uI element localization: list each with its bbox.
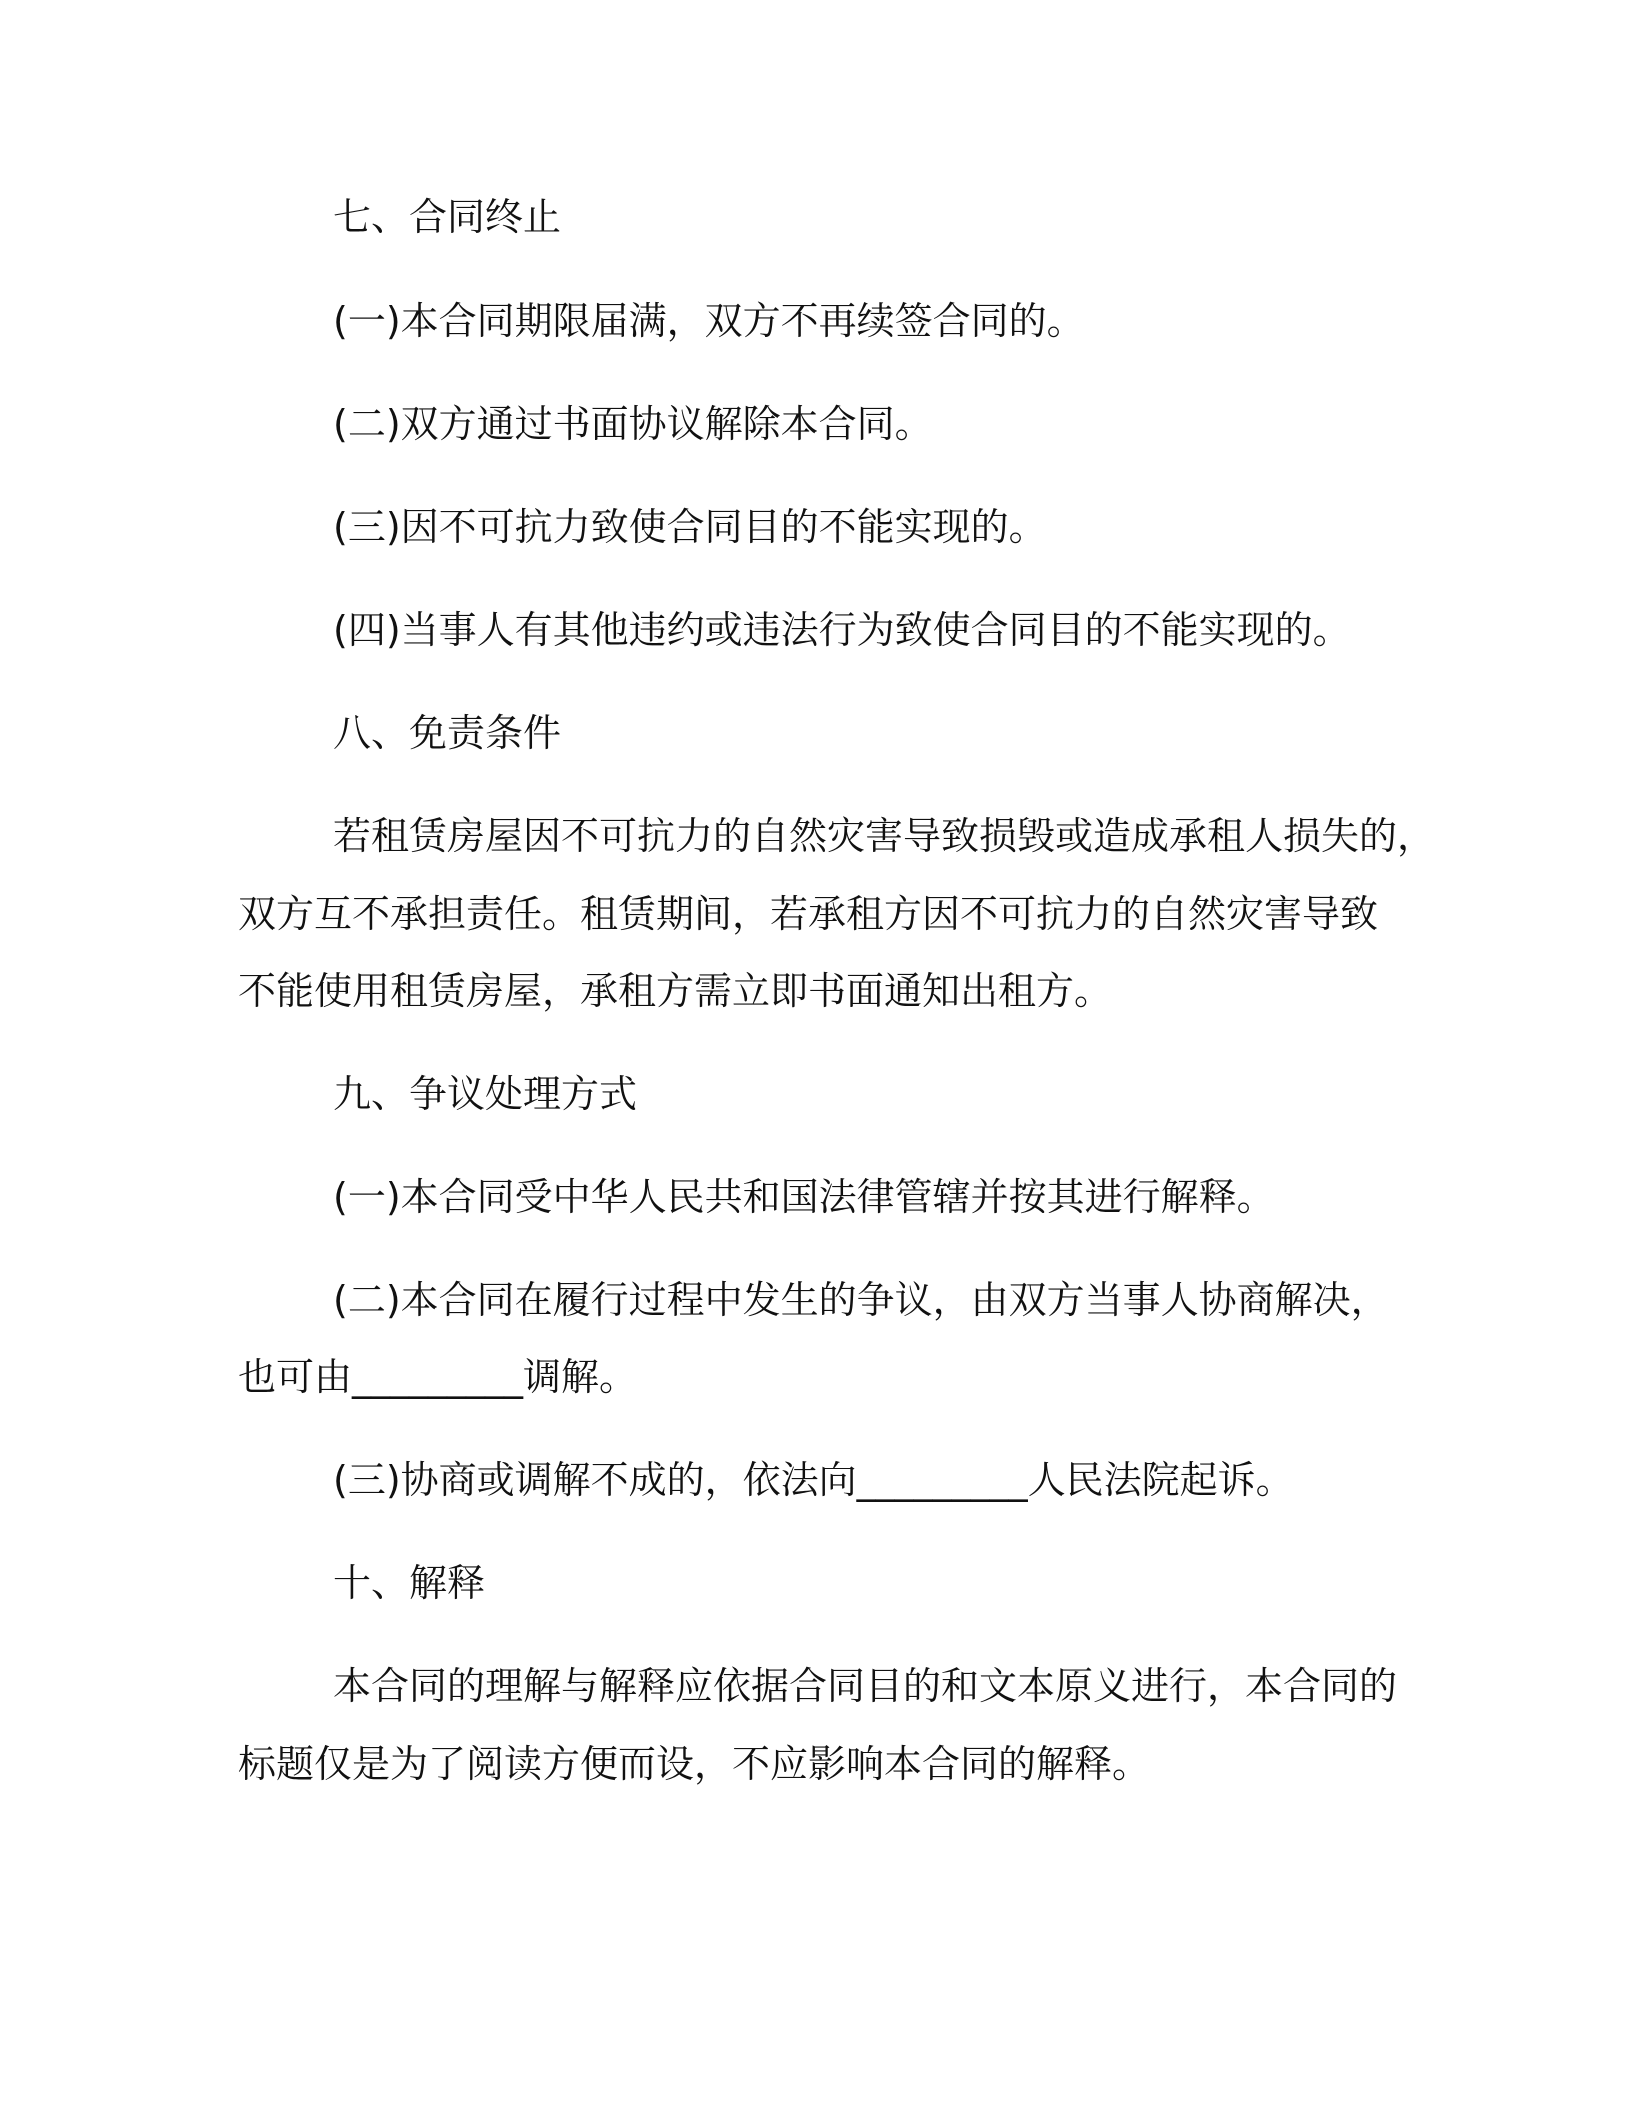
section-9-item-3: (三)协商或调解不成的，依法向_________人民法院起诉。 <box>333 1458 1294 1502</box>
section-9-item-2-line-2: 也可由_________调解。 <box>238 1355 638 1399</box>
section-7-item-4: (四)当事人有其他违约或违法行为致使合同目的不能实现的。 <box>333 608 1351 652</box>
section-10-heading: 十、解释 <box>333 1561 486 1605</box>
section-7-heading: 七、合同终止 <box>333 195 562 239</box>
section-7-item-1: (一)本合同期限届满，双方不再续签合同的。 <box>333 299 1085 343</box>
section-7-item-3: (三)因不可抗力致使合同目的不能实现的。 <box>333 505 1047 549</box>
section-7-item-2: (二)双方通过书面协议解除本合同。 <box>333 402 933 446</box>
section-10-para-line-1: 本合同的理解与解释应依据合同目的和文本原义进行，本合同的 <box>333 1664 1398 1708</box>
section-8-heading: 八、免责条件 <box>333 711 562 755</box>
section-10-para-line-2: 标题仅是为了阅读方便而设，不应影响本合同的解释。 <box>238 1742 1151 1786</box>
section-8-para-line-1: 若租赁房屋因不可抗力的自然灾害导致损毁或造成承租人损失的， <box>333 814 1436 858</box>
section-8-para-line-2: 双方互不承担责任。租赁期间，若承租方因不可抗力的自然灾害导致 <box>238 892 1379 936</box>
section-8-para-line-3: 不能使用租赁房屋，承租方需立即书面通知出租方。 <box>238 969 1113 1013</box>
section-9-heading: 九、争议处理方式 <box>333 1072 638 1116</box>
section-9-item-2-line-1: (二)本合同在履行过程中发生的争议，由双方当事人协商解决， <box>333 1278 1389 1322</box>
section-9-item-1: (一)本合同受中华人民共和国法律管辖并按其进行解释。 <box>333 1175 1275 1219</box>
